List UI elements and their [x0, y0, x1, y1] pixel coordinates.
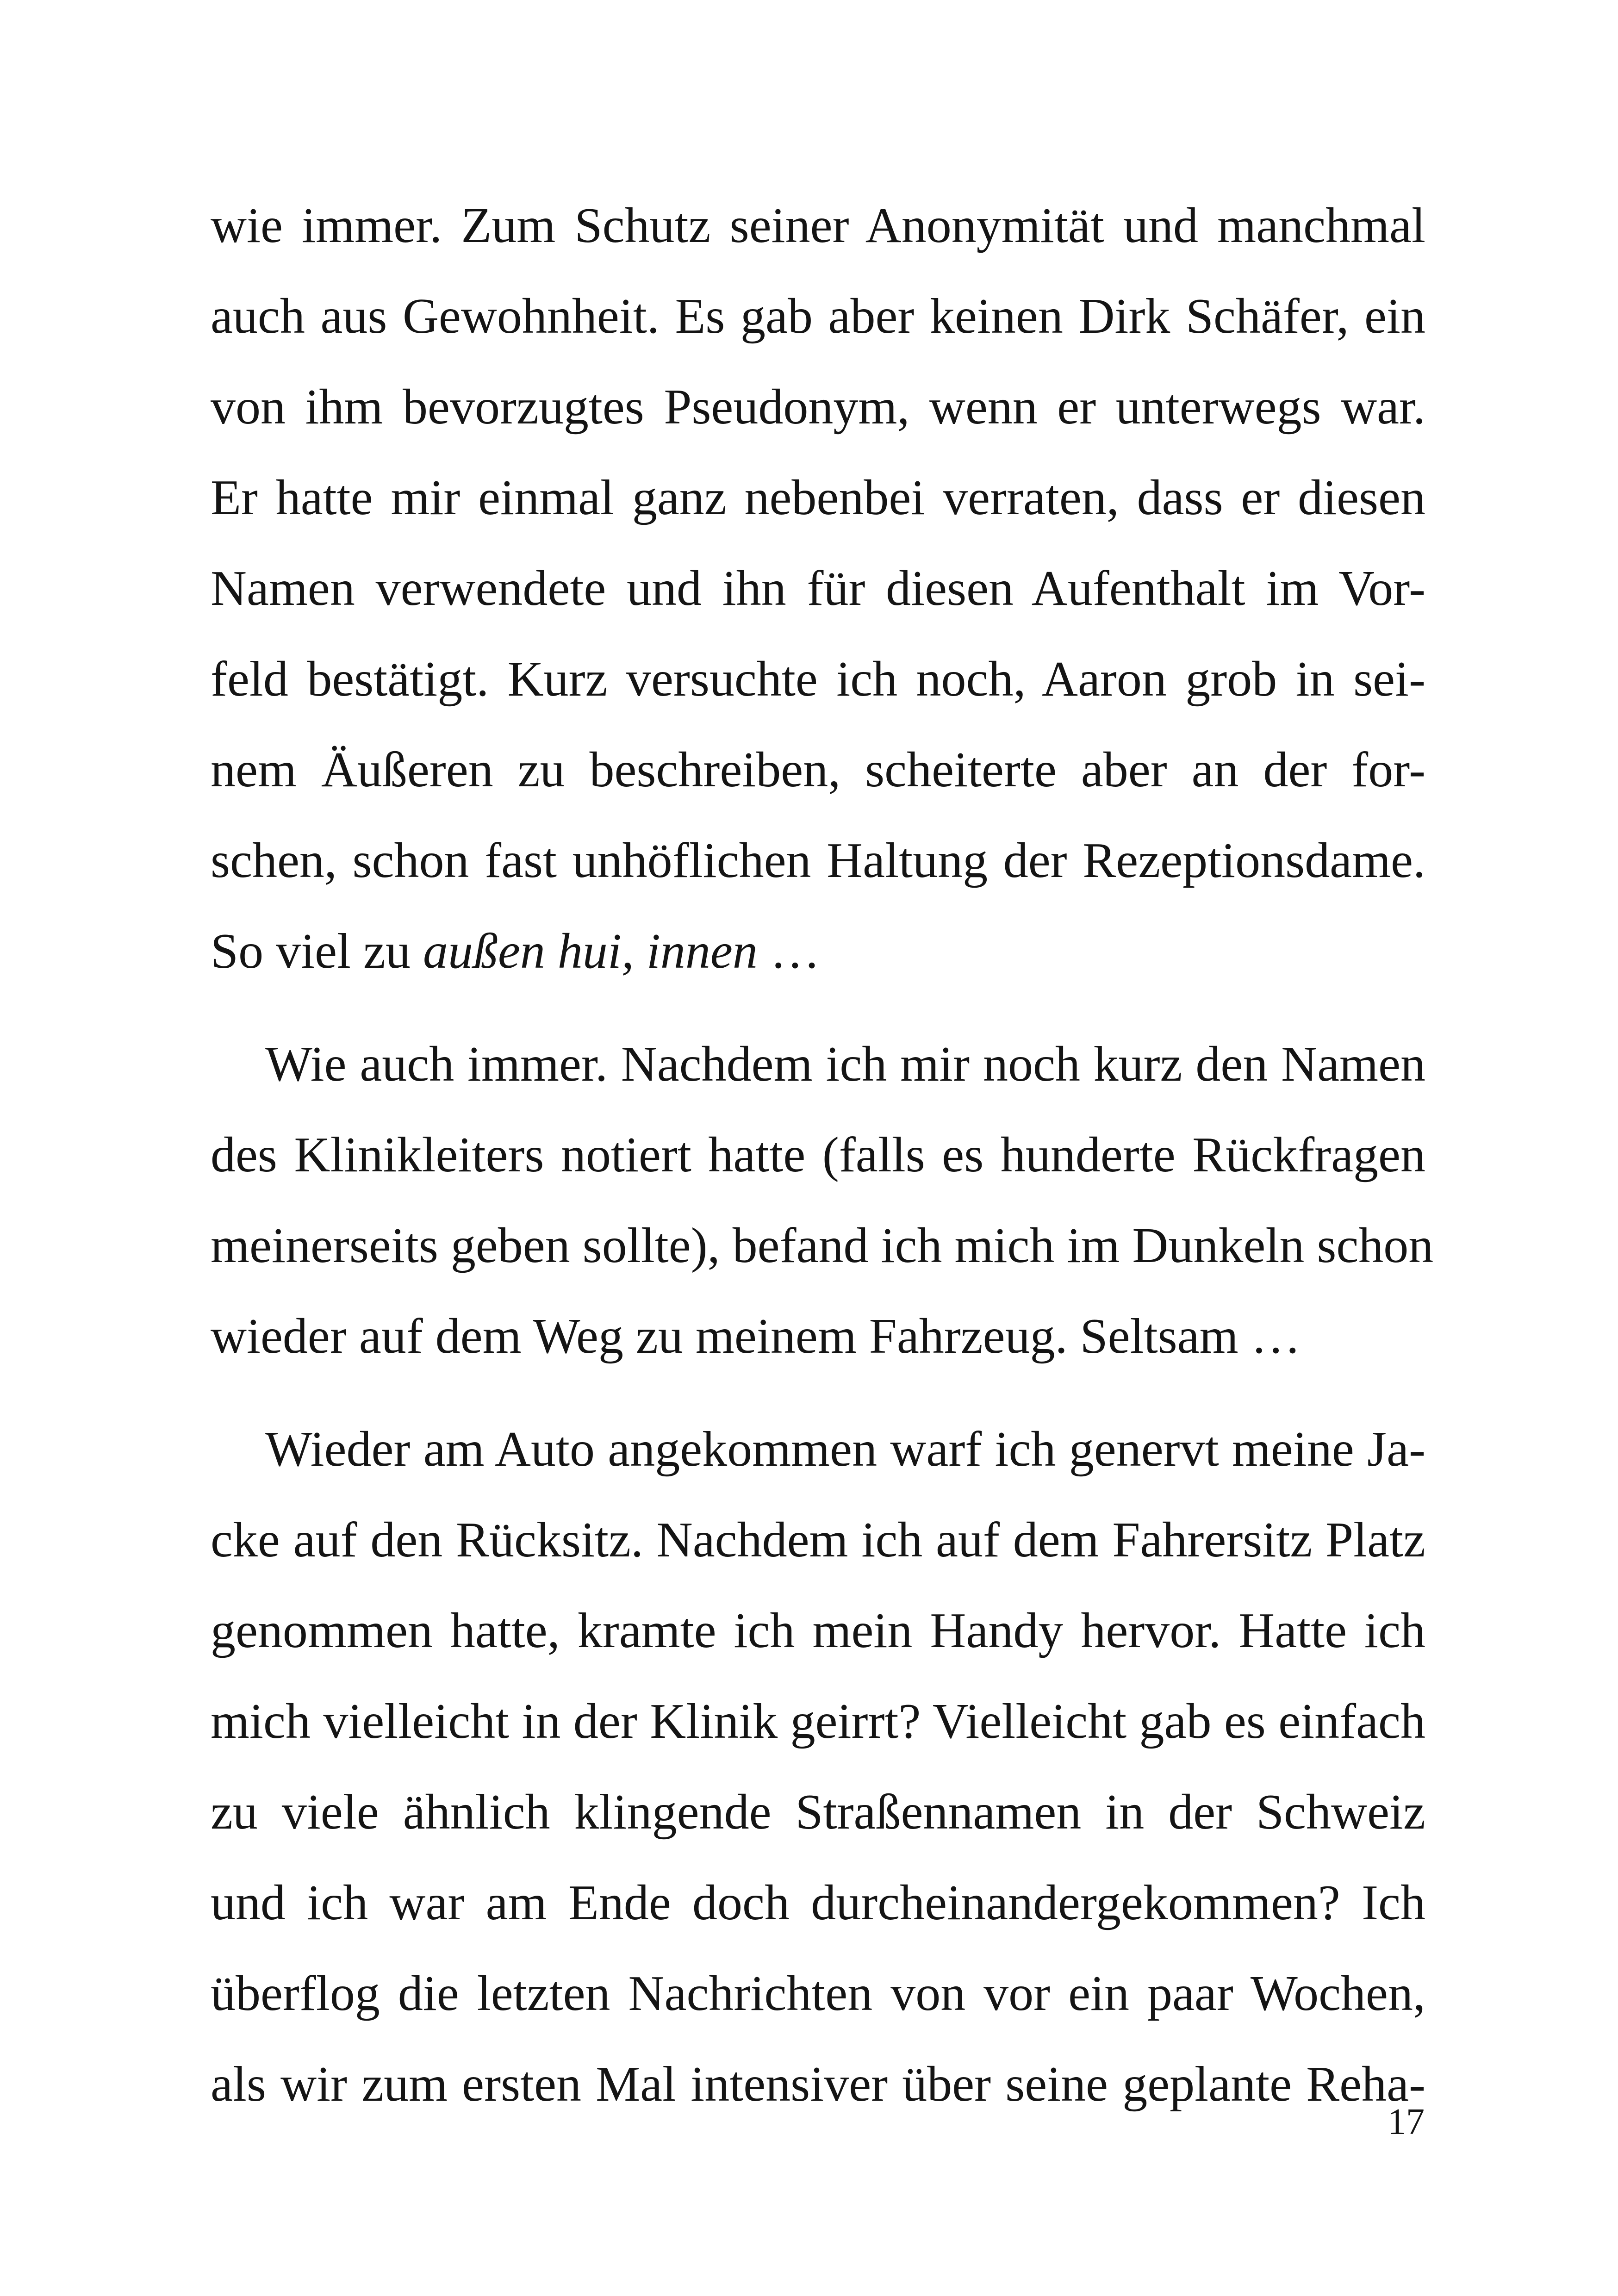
text-line-with-italic	[211, 906, 1425, 997]
text-line: schen, schon fast unhöflichen Haltung der Rezeptionsdame.	[211, 833, 1425, 888]
text-line: von ihm bevorzugtes Pseudonym, wenn er unterwegs war.	[211, 380, 1425, 435]
text-line: wieder auf dem Weg zu meinem Fahrzeug. Seltsam …	[211, 1309, 1301, 1364]
italic-phrase: außen hui, innen	[423, 924, 758, 979]
text-fragment: …	[757, 924, 820, 979]
text-line: wie immer. Zum Schutz seiner Anonymität und manchmal	[211, 198, 1425, 253]
paragraph-gap	[211, 997, 1425, 1019]
text-line: auch aus Gewohnheit. Es gab aber keinen Dirk Schäfer, ein	[211, 289, 1425, 344]
body-text	[211, 180, 1434, 2130]
text-line: des Klinikleiters notiert hatte (falls es hunderte Rückfragen	[211, 1127, 1425, 1182]
text-line: als wir zum ersten Mal intensiver über seine geplante Reha-	[211, 2057, 1425, 2112]
paragraph-gap	[211, 1382, 1425, 1404]
text-line: Namen verwendete und ihn für diesen Aufenthalt im Vor-	[211, 561, 1425, 616]
text-line: Wie auch immer. Nachdem ich mir noch kurz den Namen	[265, 1037, 1425, 1092]
text-line: cke auf den Rücksitz. Nachdem ich auf dem Fahrersitz Platz	[211, 1512, 1425, 1568]
text-line: und ich war am Ende doch durcheinandergekommen? Ich	[211, 1875, 1425, 1930]
text-line: überflog die letzten Nachrichten von vor ein paar Wochen,	[211, 1966, 1425, 2021]
text-line: Wieder am Auto angekommen warf ich genervt meine Ja-	[265, 1422, 1425, 1477]
text-line: zu viele ähnlich klingende Straßennamen in der Schweiz	[211, 1785, 1425, 1840]
text-line: feld bestätigt. Kurz versuchte ich noch, Aaron grob in sei-	[211, 652, 1425, 707]
text-fragment: So viel zu	[211, 924, 423, 979]
text-line: meinerseits geben sollte), befand ich mich im Dunkeln schon	[211, 1218, 1434, 1273]
text-line: genommen hatte, kramte ich mein Handy hervor. Hatte ich	[211, 1603, 1425, 1658]
text-line: nem Äußeren zu beschreiben, scheiterte aber an der for-	[211, 742, 1425, 797]
text-line: mich vielleicht in der Klinik geirrt? Vielleicht gab es einfach	[211, 1694, 1425, 1749]
text-line: Er hatte mir einmal ganz nebenbei verraten, dass er diesen	[211, 470, 1425, 525]
page-number: 17	[1388, 2102, 1425, 2142]
